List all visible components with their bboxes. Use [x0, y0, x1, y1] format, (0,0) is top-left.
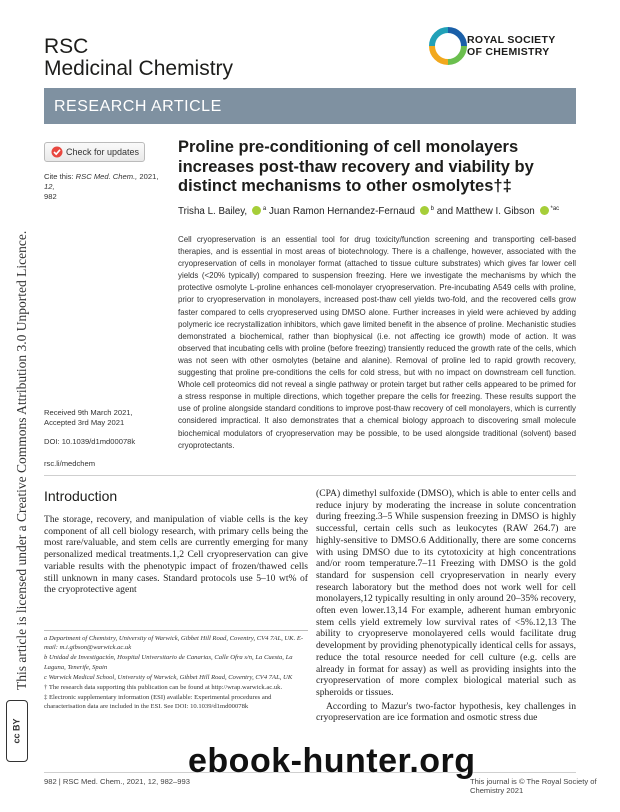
cite-prefix: Cite this:: [44, 172, 74, 181]
publisher-name-line1: ROYAL SOCIETY: [467, 34, 556, 46]
cite-page: 982: [44, 192, 57, 201]
author-affiliation: a: [262, 206, 267, 212]
cite-year: 2021,: [139, 172, 159, 181]
footnotes: [44, 634, 308, 713]
author-name[interactable]: and Matthew I. Gibson: [436, 206, 535, 217]
doi[interactable]: DOI: 10.1039/d1md00078k: [44, 437, 136, 446]
footnote-affiliation-b: b Unidad de Investigación, Hospital Universitario de Canarias, Calle Ofra s/n, La Cuesta, La Laguna, Tenerife, Spain: [44, 654, 293, 671]
abstract: [178, 234, 576, 452]
footer-copyright: This journal is © The Royal Society of Chemistry 2021: [470, 777, 597, 795]
check-for-updates-label[interactable]: Check for updates: [66, 147, 140, 157]
orcid-icon[interactable]: [420, 206, 429, 215]
cc-license-icon[interactable]: [6, 700, 28, 762]
divider: [44, 475, 576, 476]
cite-journal: RSC Med. Chem.,: [75, 172, 138, 181]
intro-paragraph: According to Mazur's two-factor hypothesis, key challenges in cryopreservation are ice formation and osmotic stress due: [316, 700, 576, 724]
crossmark-icon: [51, 146, 63, 158]
dates-block: [44, 408, 169, 428]
journal-name: [44, 36, 233, 80]
license-notice: [12, 190, 29, 690]
author-name[interactable]: Juan Ramon Hernandez-Fernaud: [268, 206, 415, 217]
journal-link[interactable]: rsc.li/medchem: [44, 459, 96, 468]
journal-name-line2: Medicinal Chemistry: [44, 57, 234, 80]
orcid-icon[interactable]: [540, 206, 549, 215]
rsc-ring-icon: [428, 26, 468, 66]
section-heading-introduction: Introduction: [44, 488, 118, 504]
orcid-icon[interactable]: [252, 206, 261, 215]
article-title: Proline pre-conditioning of cell monolayers increases post-thaw recovery and viability by distinct mechanisms to other osmolytes†‡: [178, 138, 534, 195]
author-affiliation: *ac: [550, 206, 560, 212]
watermark: ebook-hunter.org: [188, 742, 476, 780]
cc-badge-label: cc BY: [11, 717, 22, 744]
author-name[interactable]: Trisha L. Bailey,: [178, 206, 248, 217]
accepted-date: Accepted 3rd May 2021: [44, 418, 125, 427]
footnote-affiliation-c: c Warwick Medical School, University of Warwick, Gibbet Hill Road, Coventry, CV4 7AL, UK: [44, 673, 293, 681]
footnote-esi: ‡ Electronic supplementary information (ESI) available: Experimental procedures and characterisation data are included in the ESI. See DOI: 10.1039/d1md00078k: [44, 694, 272, 711]
body-column-right: [316, 488, 576, 724]
article-type-label: RESEARCH ARTICLE: [54, 98, 222, 115]
author-list: [178, 206, 559, 217]
footnote-affiliation-a: a Department of Chemistry, University of Warwick, Gibbet Hill Road, Coventry, CV4 7AL, UK. E-mail: m.i.gibson@warwick.ac.uk: [44, 635, 304, 652]
body-column-left: [44, 514, 308, 596]
received-date: Received 9th March 2021,: [44, 408, 133, 417]
intro-paragraph: The storage, recovery, and manipulation of viable cells is the key component of all cell biology research, with primary cells being the most rare/valuable, and stem cells are currently emerging for many personalized medical treatments.1,2 Cell cryopreservation can give variable results with the phenotypic impact of frozen/thawed cells still unknown in many cases. Standard protocols use 5–10 wt% of the cryoprotective agent: [44, 514, 308, 596]
journal-name-line1: RSC: [44, 35, 89, 58]
footer-citation: 982 | RSC Med. Chem., 2021, 12, 982–993: [44, 777, 190, 786]
abstract-text: Cell cryopreservation is an essential tool for drug toxicity/function screening and transporting cell-based therapies, and is essential in most areas of biotechnology. There is a challenge, however, associated with the cryopreservation of cells in monolayer format (attached to tissue culture substrates) which gives far lower cell yields (<20% typically) compared to suspension freezing. Here we investigate the mechanisms by which the protective osmolyte L-proline enhances cell-monolayer cryopreservation. Pre-incubating A549 cells with proline, prior to cryopreservation in monolayers, increased post-thaw cell yields two-fold, and the recovered cells grow faster compared to cells cryopreserved using DMSO alone. Further increases in yield were achieved by adding polymeric ice recrystallization inhibitors, which gave limited benefit in the absence of proline. Mechanistic studies demonstrated a biochemical, rather than biophysical (i.e. not affecting ice growth) mode of action. It was observed that incubating cells with proline (before freezing) transiently reduced the growth rate of the cells, which was not seen with other osmolytes (betaine and alanine). Removal of proline led to rapid growth recovery, suggesting that proline pre-conditions the cells for cold stress, but with no impact on downstream cell function. Whole cell proteomics did not reveal a single pathway or protein target but rather cells appeared to be primed for a stress response in multiple directions, which together prepare the cells for freezing. These results support the use of proline alongside standard conditions to improve post-thaw recovery of cell monolayers, which is currently considered impractical. It also demonstrates that a chemical biology approach to discovering small molecule biochemical modulators of cryopreservation may be possible, to be used alongside traditional (solvent) based cryoprotectants.: [178, 235, 576, 450]
footnote-data: † The research data supporting this publication can be found at http://wrap.warwick.ac.uk.: [44, 684, 283, 692]
cite-volume: 12,: [44, 182, 55, 191]
publisher-name-line2: OF CHEMISTRY: [467, 46, 550, 58]
citation-block: [44, 172, 164, 202]
intro-paragraph: (CPA) dimethyl sulfoxide (DMSO), which is able to enter cells and reduce injury by moderating the increase in solute concentration during freezing.3–5 While suspension freezing in DMSO is highly successful, certain cells such as leukocytes (RAW 264.7) are highly-sensitive to DMSO.6 Additionally, there are some concerns with using DMSO due to its cytotoxicity at high concentrations and/or room temperature.7–11 Freezing with DMSO is the gold standard for suspension cell cryopreservation in nearly every research laboratory but the method does not work well for cell monolayers,12 typically resulting in only around 20–35% recovery, often even lower.13,14 For example, adherent human embryonic stem cells yield extremely low survival rates of <5%.12,13 The ability to cryopreserve monolayered cells would facilitate drug development by providing phenotypically identical cells for assays, reduce the total resource needed for cell culture (e.g. cells are already in format for assay) as well as providing insights into the cryopreservation of more complex biological material such as spheroids or tissues.: [316, 488, 576, 698]
publisher-name: [467, 34, 556, 58]
footnote-divider: [44, 630, 308, 631]
author-affiliation: b: [430, 206, 434, 212]
license-text[interactable]: This article is licensed under a Creative Commons Attribution 3.0 Unported Licence.: [14, 230, 29, 690]
